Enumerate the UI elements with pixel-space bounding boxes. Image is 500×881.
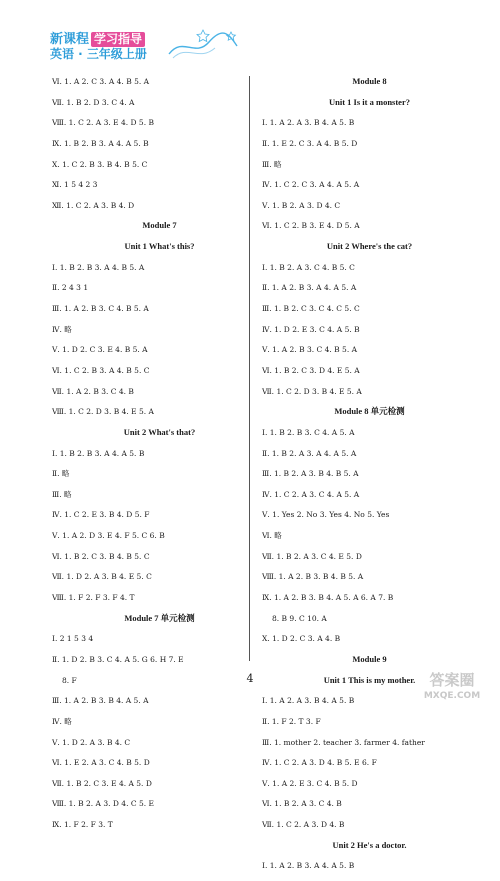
answer-line: Ⅷ. 1. C 2. D 3. B 4. E 5. A (52, 407, 154, 417)
answer-line: Ⅰ. 1. B 2. B 3. A 4. B 5. A (52, 262, 145, 272)
answer-column-right (262, 76, 477, 881)
answer-line: Ⅷ. 1. A 2. B 3. B 4. B 5. A (262, 572, 364, 582)
section-heading: Module 8 单元检测 (334, 406, 405, 417)
answer-line: Ⅸ. 1. A 2. B 3. B 4. A 5. A 6. A 7. B (262, 593, 394, 603)
answer-line: Ⅷ. 1. F 2. F 3. F 4. T (52, 593, 135, 603)
answer-line: Ⅶ. 1. C 2. D 3. B 4. E 5. A (262, 386, 362, 396)
answer-line: Ⅲ. 1. A 2. B 3. C 4. B 5. A (52, 304, 149, 314)
answer-line: Ⅳ. 1. C 2. C 3. A 4. A 5. A (262, 180, 360, 190)
answer-line: Ⅲ. 1. mother 2. teacher 3. farmer 4. father (262, 737, 425, 747)
answer-line: Ⅶ. 1. B 2. C 3. E 4. A 5. D (52, 778, 152, 788)
section-heading: Unit 2 He's a doctor. (332, 839, 407, 850)
answer-line: Ⅶ. 1. B 2. A 3. C 4. E 5. D (262, 551, 362, 561)
answer-line: Ⅴ. 1. D 2. C 3. E 4. B 5. A (52, 345, 148, 355)
brand-title (50, 32, 147, 47)
answer-line: Ⅴ. 1. D 2. A 3. B 4. C (52, 737, 131, 747)
brand-main: 新课程 (50, 32, 90, 47)
section-heading: Unit 1 Is it a monster? (329, 96, 410, 107)
section-heading: Unit 1 What's this? (124, 241, 195, 252)
answer-line: Ⅲ. 1. B 2. A 3. B 4. B 5. A (262, 469, 359, 479)
answer-line: Ⅵ. 1. C 2. B 3. A 4. B 5. C (52, 365, 150, 375)
answer-line: Ⅻ. 1. C 2. A 3. B 4. D (52, 200, 135, 210)
answer-line: Ⅳ. 1. C 2. A 3. C 4. A 5. A (262, 489, 360, 499)
answer-line: Ⅹ. 1. D 2. C 3. A 4. B (262, 634, 341, 644)
answer-line: Ⅶ. 1. A 2. B 3. C 4. B (52, 386, 134, 396)
answer-line: Ⅲ. 1. A 2. B 3. B 4. A 5. A (52, 696, 149, 706)
answer-line: Ⅳ. 略 (52, 716, 72, 726)
answer-line: Ⅲ. 1. B 2. C 3. C 4. C 5. C (262, 304, 360, 314)
answer-line: Ⅵ. 1. B 2. C 3. D 4. E 5. A (262, 365, 360, 375)
answer-line: Ⅱ. 略 (52, 469, 70, 479)
section-heading: Unit 2 What's that? (123, 426, 196, 437)
section-heading: Module 7 (142, 220, 177, 231)
answer-line: Ⅱ. 1. A 2. B 3. A 4. A 5. A (262, 283, 357, 293)
answer-line: Ⅱ. 1. D 2. B 3. C 4. A 5. G 6. H 7. E (52, 654, 184, 664)
answer-line: Ⅱ. 2 4 3 1 (52, 283, 89, 293)
swirl-star-decoration-icon (165, 24, 245, 64)
answer-line: Ⅱ. 1. F 2. T 3. F (262, 716, 321, 726)
answer-line: 8. B 9. C 10. A (272, 613, 327, 623)
answer-line: Ⅳ. 1. D 2. E 3. C 4. A 5. B (262, 324, 360, 334)
answer-line: Ⅰ. 1. B 2. B 3. C 4. A 5. A (262, 427, 355, 437)
answer-line: Ⅴ. 1. A 2. D 3. E 4. F 5. C 6. B (52, 531, 165, 541)
section-heading: Module 7 单元检测 (124, 612, 195, 623)
answer-line: Ⅺ. 1 5 4 2 3 (52, 180, 98, 190)
section-heading: Module 9 (352, 653, 387, 664)
answer-line: Ⅷ. 1. B 2. A 3. D 4. C 5. E (52, 799, 154, 809)
answer-line: Ⅹ. 1. C 2. B 3. B 4. B 5. C (52, 159, 148, 169)
answer-line: Ⅰ. 1. A 2. A 3. B 4. A 5. B (262, 118, 355, 128)
answer-line: Ⅱ. 1. E 2. C 3. A 4. B 5. D (262, 138, 358, 148)
answer-line: Ⅰ. 1. B 2. B 3. A 4. A 5. B (52, 448, 145, 458)
answer-line: Ⅴ. 1. B 2. A 3. D 4. C (262, 200, 341, 210)
answer-line: Ⅸ. 1. F 2. F 3. T (52, 820, 113, 830)
answer-line: Ⅰ. 1. A 2. A 3. B 4. A 5. B (262, 696, 355, 706)
answer-line: Ⅵ. 1. B 2. C 3. B 4. B 5. C (52, 551, 150, 561)
brand-subtitle: 英语 · 三年级上册 (50, 47, 147, 61)
section-heading: Unit 2 Where's the cat? (326, 241, 413, 252)
answer-column-left (52, 76, 267, 840)
answer-line: Ⅶ. 1. C 2. A 3. D 4. B (262, 820, 345, 830)
svg-text:答案圈: 答案圈 (429, 671, 475, 689)
answer-line: Ⅵ. 1. C 2. B 3. E 4. D 5. A (262, 221, 360, 231)
answer-line: Ⅵ. 1. A 2. C 3. A 4. B 5. A (52, 77, 150, 86)
section-heading: Module 8 (352, 76, 387, 86)
section-heading: Unit 1 This is my mother. (323, 674, 416, 685)
svg-text:MXQE.COM: MXQE.COM (423, 691, 481, 701)
answer-line: Ⅵ. 1. E 2. A 3. C 4. B 5. D (52, 758, 150, 768)
answer-line: Ⅴ. 1. A 2. E 3. C 4. B 5. D (262, 778, 358, 788)
answer-line: Ⅳ. 略 (52, 324, 72, 334)
answer-line: Ⅱ. 1. B 2. A 3. A 4. A 5. A (262, 448, 357, 458)
answer-line: Ⅶ. 1. D 2. A 3. B 4. E 5. C (52, 572, 152, 582)
answer-line: Ⅷ. 1. C 2. A 3. E 4. D 5. B (52, 118, 154, 128)
page-number: 4 (246, 672, 254, 685)
answer-line: Ⅰ. 1. A 2. B 3. A 4. A 5. B (262, 861, 355, 871)
answer-line: Ⅵ. 略 (262, 531, 282, 541)
page-header (0, 0, 500, 68)
answer-line: Ⅳ. 1. C 2. E 3. B 4. D 5. F (52, 510, 150, 520)
brand-tag: 学习指导 (91, 32, 145, 47)
answer-line: Ⅲ. 略 (52, 489, 72, 499)
column-divider (249, 76, 250, 661)
answer-line: 8. F (62, 675, 77, 685)
answer-line: Ⅸ. 1. B 2. B 3. A 4. A 5. B (52, 138, 149, 148)
answer-line: Ⅰ. 2 1 5 3 4 (52, 634, 94, 644)
book-brand (50, 32, 147, 62)
answer-line: Ⅴ. 1. A 2. B 3. C 4. B 5. A (262, 345, 358, 355)
answer-line: Ⅶ. 1. B 2. D 3. C 4. A (52, 97, 135, 107)
answer-line: Ⅰ. 1. B 2. A 3. C 4. B 5. C (262, 262, 355, 272)
watermark-logo-icon (413, 668, 491, 702)
answer-line: Ⅵ. 1. B 2. A 3. C 4. B (262, 799, 342, 809)
answer-line: Ⅳ. 1. C 2. A 3. D 4. B 5. E 6. F (262, 758, 377, 768)
answer-line: Ⅲ. 略 (262, 159, 282, 169)
answer-line: Ⅴ. 1. Yes 2. No 3. Yes 4. No 5. Yes (262, 510, 390, 520)
